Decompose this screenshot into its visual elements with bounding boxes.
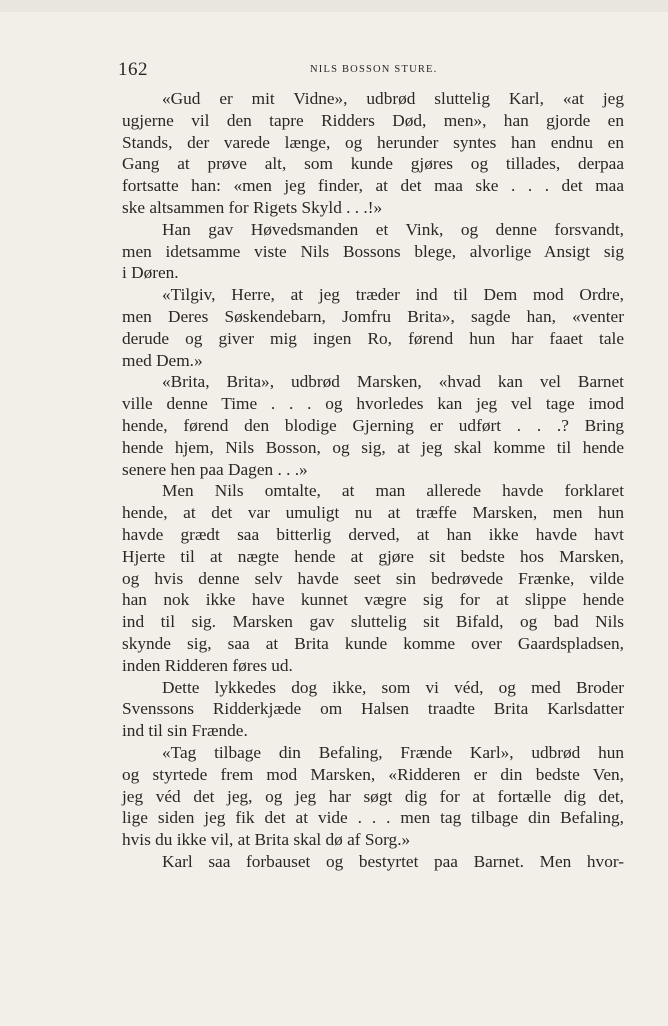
text-line: Karl saa forbauset og bestyrtet paa Barnet. Men hvor- — [162, 851, 624, 871]
text-line: Svenssons Ridderkjæde om Halsen traadte Brita Karlsdatter — [122, 699, 624, 719]
page-header — [118, 58, 626, 82]
text-line: hende, førend den blodige Gjerning er udført . . .? Bring — [122, 415, 624, 435]
text-line: jeg véd det jeg, og jeg har søgt dig for at fortælle dig det, — [122, 786, 624, 806]
text-line: Stands, der varede længe, og herunder syntes han endnu en — [122, 132, 624, 152]
text-line: men Deres Søskendebarn, Jomfru Brita», sagde han, «venter — [122, 306, 624, 326]
text-line: med Dem.» — [122, 350, 203, 370]
text-line: ind til sig. Marsken gav sluttelig sit Bifald, og bad Nils — [122, 612, 624, 632]
page-number: 162 — [118, 59, 148, 80]
text-line: Men Nils omtalte, at man allerede havde forklaret — [162, 481, 624, 501]
text-line: hende hjem, Nils Bosson, og sig, at jeg skal komme til hende — [122, 437, 624, 457]
text-line: lige siden jeg fik det at vide . . . men tag tilbage din Befaling, — [122, 808, 624, 828]
text-line: fortsatte han: «men jeg finder, at det maa ske . . . det maa — [122, 176, 624, 196]
text-line: ske altsammen for Rigets Skyld . . .!» — [122, 197, 383, 217]
text-line: Gang at prøve alt, som kunde gjøres og tillades, derpaa — [122, 154, 624, 174]
text-line: inden Ridderen føres ud. — [122, 655, 293, 675]
text-line: «Brita, Brita», udbrød Marsken, «hvad kan vel Barnet — [162, 372, 624, 392]
text-line: ind til sin Frænde. — [122, 721, 248, 741]
text-line: hvis du ikke vil, at Brita skal dø af Sorg.» — [122, 830, 411, 850]
text-line: Dette lykkedes dog ikke, som vi véd, og med Broder — [162, 677, 624, 697]
running-title: NILS BOSSON STURE. — [310, 64, 438, 75]
text-line: derude og giver mig ingen Ro, førend hun har faaet tale — [122, 328, 624, 348]
text-line: ville denne Time . . . og hvorledes kan jeg vel tage imod — [122, 394, 624, 414]
text-line: ugjerne vil den tapre Ridders Død, men», han gjorde en — [122, 110, 624, 130]
text-line: «Tag tilbage din Befaling, Frænde Karl», udbrød hun — [162, 742, 624, 762]
text-line: Han gav Høvedsmanden et Vink, og denne forsvandt, — [162, 219, 624, 239]
text-line: skynde sig, saa at Brita kunde komme over Gaardspladsen, — [122, 633, 624, 653]
text-line: «Tilgiv, Herre, at jeg træder ind til Dem mod Ordre, — [162, 285, 624, 305]
text-line: Hjerte til at nægte hende at gjøre sit bedste hos Marsken, — [122, 546, 624, 566]
text-line: og hvis denne selv havde seet sin bedrøvede Frænke, vilde — [122, 568, 624, 588]
text-line: men idetsamme viste Nils Bossons blege, alvorlige Ansigt sig — [122, 241, 624, 261]
text-line: senere hen paa Dagen . . .» — [122, 459, 308, 479]
body-text — [122, 88, 624, 873]
text-line: han nok ikke have kunnet vægre sig for at slippe hende — [122, 590, 624, 610]
text-line: og styrtede frem mod Marsken, «Ridderen er din bedste Ven, — [122, 764, 624, 784]
text-line: i Døren. — [122, 263, 179, 283]
text-line: «Gud er mit Vidne», udbrød sluttelig Karl, «at jeg — [162, 89, 624, 108]
text-line: havde grædt saa bitterlig derved, at han ikke havde havt — [122, 524, 624, 544]
page-top-edge — [0, 0, 668, 12]
text-line: hende, at det var umuligt nu at træffe Marsken, men hun — [122, 503, 624, 523]
